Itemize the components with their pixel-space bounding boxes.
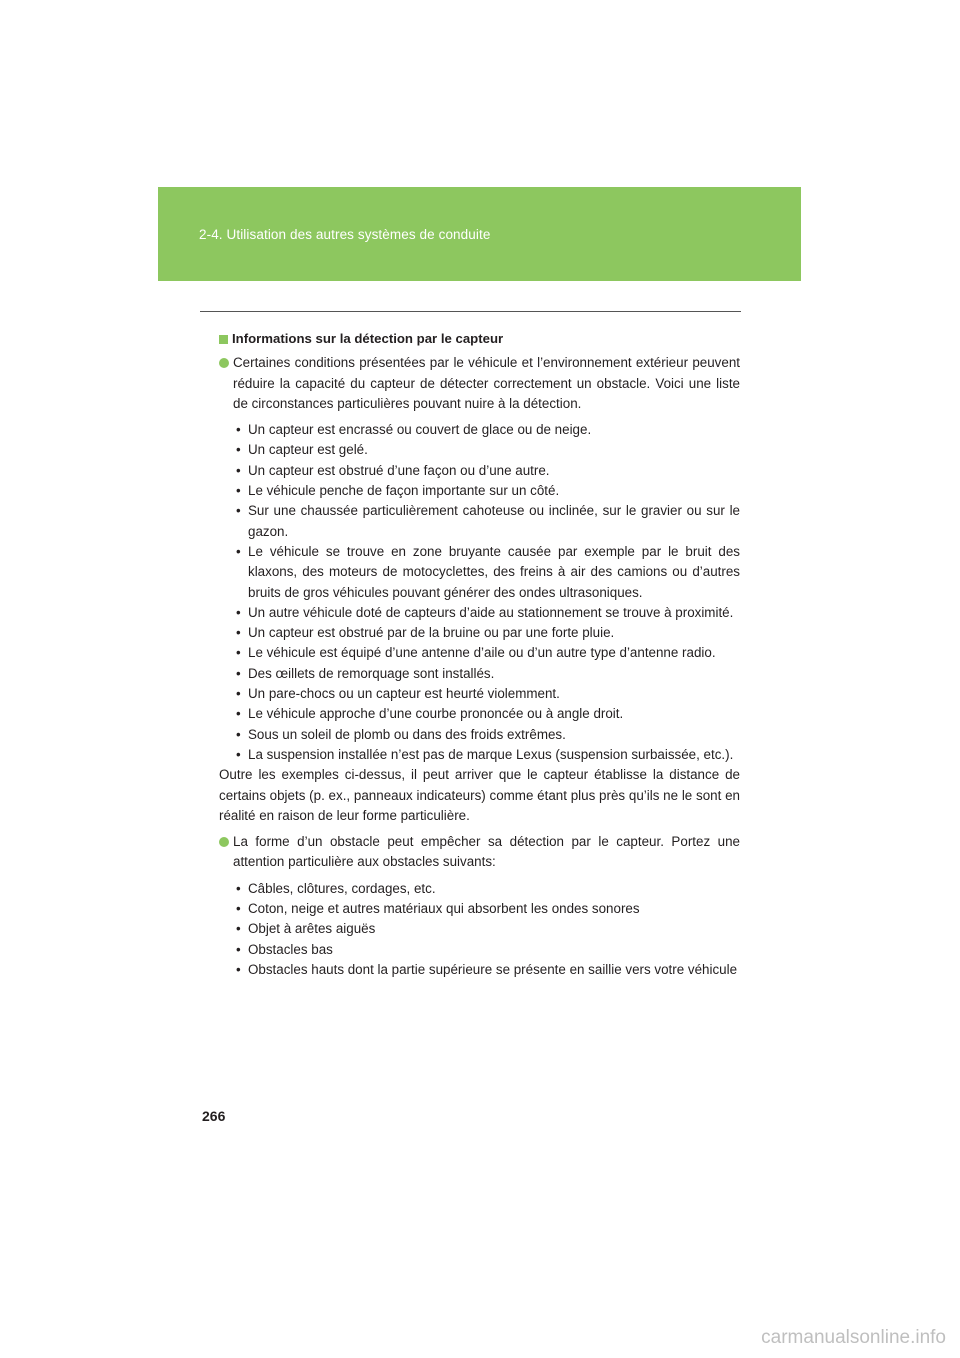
chapter-header-band	[158, 187, 801, 281]
list-item: • Sous un soleil de plomb ou dans des froids extrêmes.	[233, 725, 740, 745]
paragraph-sensor-conditions	[219, 353, 740, 414]
main-content	[219, 329, 740, 980]
bullet-dot: •	[236, 462, 241, 478]
list-item: • Le véhicule approche d’une courbe prononcée ou à angle droit.	[233, 704, 740, 724]
bullet-dot: •	[236, 921, 241, 937]
list-item: • Le véhicule est équipé d’une antenne d’aile ou d’un autre type d’antenne radio.	[233, 643, 740, 663]
list-item: • Objet à arêtes aiguës	[233, 919, 740, 939]
bullet-dot: •	[236, 422, 241, 438]
paragraph-obstacle-shape	[219, 832, 740, 873]
list-item: • Obstacles bas	[233, 940, 740, 960]
obstacles-list	[219, 879, 740, 980]
list-item: • Un pare-chocs ou un capteur est heurté violemment.	[233, 684, 740, 704]
list-item: • La suspension installée n’est pas de marque Lexus (suspension surbaissée, etc.).	[233, 745, 740, 765]
bullet-dot: •	[236, 880, 241, 896]
bullet-dot: •	[236, 961, 241, 977]
list-item: • Un capteur est gelé.	[233, 440, 740, 460]
chapter-title: 2-4. Utilisation des autres systèmes de conduite	[199, 227, 491, 242]
list-item: • Un capteur est obstrué par de la bruine ou par une forte pluie.	[233, 623, 740, 643]
list-item: • Le véhicule penche de façon importante sur un côté.	[233, 481, 740, 501]
bullet-dot: •	[236, 746, 241, 762]
list-item: • Sur une chaussée particulièrement cahoteuse ou inclinée, sur le gravier ou sur le gazon.	[236, 503, 740, 539]
list-item: • Coton, neige et autres matériaux qui absorbent les ondes sonores	[233, 899, 740, 919]
list-item: • Un capteur est encrassé ou couvert de glace ou de neige.	[233, 420, 740, 440]
section-heading-text: Informations sur la détection par le capteur	[232, 331, 504, 346]
bullet-dot: •	[236, 604, 241, 620]
list-item: • Un autre véhicule doté de capteurs d’aide au stationnement se trouve à proximité.	[233, 603, 740, 623]
bullet-dot: •	[236, 665, 241, 681]
bullet-dot: •	[236, 442, 241, 458]
bullet-dot: •	[236, 645, 241, 661]
paragraph-text: La forme d’un obstacle peut empêcher sa détection par le capteur. Portez une attention particulière aux obstacles suivants:	[233, 834, 740, 870]
bullet-dot: •	[236, 901, 241, 917]
paragraph-outro: Outre les exemples ci-dessus, il peut arriver que le capteur établisse la distance de certains objets (p. ex., panneaux indicateurs) comme étant plus près qu’ils ne le sont en réalité en raison de leur forme particulière.	[219, 767, 740, 823]
bullet-dot: •	[236, 625, 241, 641]
bullet-dot: •	[236, 503, 241, 519]
bullet-dot: •	[236, 726, 241, 742]
bullet-dot: •	[236, 686, 241, 702]
watermark: carmanualsonline.info	[761, 1327, 946, 1348]
list-item: • Des œillets de remorquage sont installés.	[233, 664, 740, 684]
paragraph-text: Certaines conditions présentées par le véhicule et l’environnement extérieur peuvent réduire la capacité du capteur de détecter correctement un obstacle. Voici une liste de circonstances particulières pouvant nuire à la détection.	[233, 355, 740, 411]
bullet-dot: •	[236, 483, 241, 499]
bullet-dot: •	[236, 543, 241, 559]
list-item: • Le véhicule se trouve en zone bruyante causée par exemple par le bruit des klaxons, des moteurs de motocyclettes, des freins à air des camions ou d’autres bruits de gros véhicules pouvant générer des ondes ultrasoniques.	[236, 543, 740, 600]
circle-bullet-icon	[219, 358, 229, 368]
bullet-dot: •	[236, 706, 241, 722]
list-item: • Câbles, clôtures, cordages, etc.	[233, 879, 740, 899]
list-item: • Obstacles hauts dont la partie supérieure se présente en saillie vers votre véhicule	[233, 960, 740, 980]
section-divider	[200, 311, 741, 312]
square-bullet-icon	[219, 335, 228, 344]
page-number: 266	[202, 1108, 226, 1124]
circle-bullet-icon	[219, 837, 229, 847]
list-item: • Un capteur est obstrué d’une façon ou d’une autre.	[233, 461, 740, 481]
conditions-list	[219, 420, 740, 765]
section-heading	[219, 329, 740, 349]
bullet-dot: •	[236, 941, 241, 957]
